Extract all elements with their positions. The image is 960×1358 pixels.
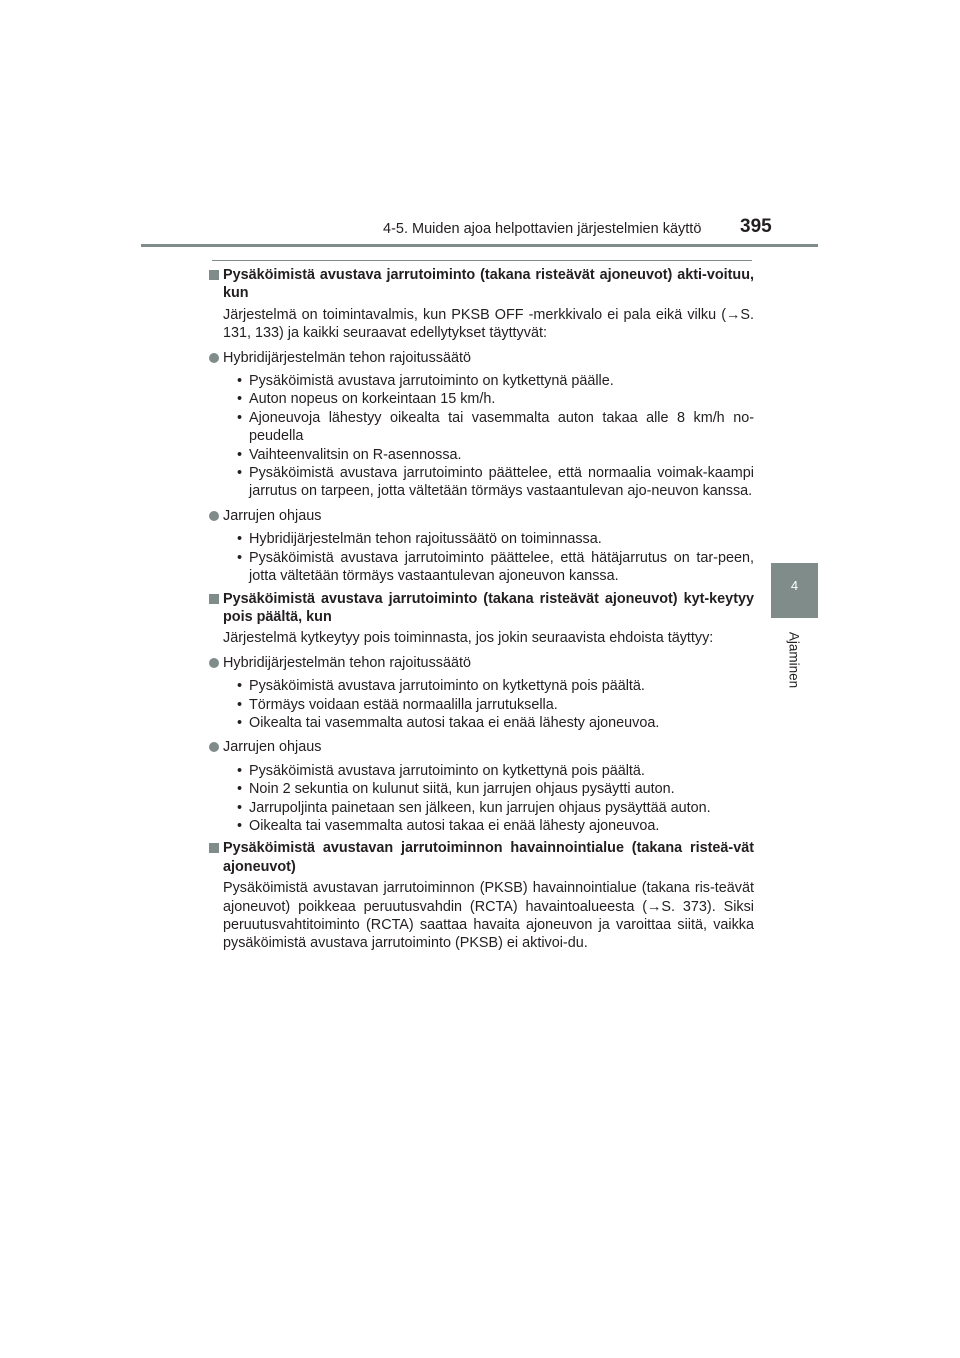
list-item: • Oikealta tai vasemmalta autosi takaa ei enää lähesty ajoneuvoa. [237, 817, 660, 834]
section-intro: Järjestelmä on toimintavalmis, kun PKSB OFF -merkkivalo ei pala eikä vilku (→S. 131, 133) ja kaikki seuraavat edellytykset täyttyvät: [223, 306, 754, 342]
list-item: • Pysäköimistä avustava jarrutoiminto päättelee, että normaalia voimak-kaampi jarrutus on tarpeen, jotta vältetään törmäys vastaantulevan ajo-neuvon kanssa. [237, 465, 754, 500]
group-heading [208, 738, 754, 756]
running-header-title: 4-5. Muiden ajoa helpottavien järjestelmien käyttö [383, 221, 702, 237]
list-item-text: Pysäköimistä avustava jarrutoiminto on kytkettynä pois päältä. [249, 678, 645, 695]
section-intro: Pysäköimistä avustavan jarrutoiminnon (PKSB) havainnointialue (takana ris-teävät ajoneuvot) poikkeaa peruutusvahdin (RCTA) havaintoalueesta (→S. 373). Siksi peruutusvahtitoiminto (RCTA) saattaa havaita ajoneuvon ja varoittaa siitä, vaikka pysäköimistä avustava jarrutoiminto (PKSB) ei aktivoi-du. [223, 880, 754, 952]
list-item: • Noin 2 sekuntia on kulunut siitä, kun jarrujen ohjaus pysäytti auton. [237, 781, 675, 798]
list-item-text: Pysäköimistä avustava jarrutoiminto on kytkettynä päälle. [249, 373, 614, 390]
circle-bullet-icon [209, 511, 219, 521]
group-title: Jarrujen ohjaus [223, 507, 322, 524]
page-number: 395 [740, 216, 772, 237]
list-item-text: Ajoneuvoja lähestyy oikealta tai vasemmalta auton takaa alle 8 km/h no-peudella [249, 409, 754, 445]
section-detection-area [208, 839, 754, 952]
group-title: Jarrujen ohjaus [223, 739, 322, 756]
condition-list [208, 762, 754, 836]
chapter-tab [771, 563, 818, 618]
list-item: • Auton nopeus on korkeintaan 15 km/h. [237, 391, 496, 408]
section-heading-text: Pysäköimistä avustava jarrutoiminto (takana risteävät ajoneuvot) kyt-keytyy pois päältä, kun [223, 590, 754, 625]
group-heading [208, 654, 754, 672]
chapter-label: Ajaminen [786, 631, 802, 689]
section-deactivation [208, 590, 754, 836]
square-bullet-icon [209, 270, 219, 280]
list-item: • Oikealta tai vasemmalta autosi takaa ei enää lähesty ajoneuvoa. [237, 714, 660, 731]
list-item: • Hybridijärjestelmän tehon rajoitussäätö on toiminnassa. [237, 531, 602, 548]
circle-bullet-icon [209, 742, 219, 752]
list-item-text: Törmäys voidaan estää normaalilla jarrutuksella. [249, 696, 558, 713]
list-item-text: Noin 2 sekuntia on kulunut siitä, kun jarrujen ohjaus pysäytti auton. [249, 781, 675, 798]
section-intro: Järjestelmä kytkeytyy pois toiminnasta, jos jokin seuraavista ehdoista täyttyy: [223, 630, 714, 647]
condition-list [208, 530, 754, 585]
group-heading [208, 349, 754, 367]
header-rule [141, 244, 818, 247]
section-heading [208, 590, 754, 627]
group-heading [208, 507, 754, 525]
list-item-text: Jarrupoljinta painetaan sen jälkeen, kun jarrujen ohjaus pysäyttää auton. [249, 799, 711, 816]
section-heading [208, 266, 754, 303]
condition-list [208, 372, 754, 501]
page-content [208, 266, 754, 953]
square-bullet-icon [209, 594, 219, 604]
section-rule [212, 260, 752, 261]
list-item-text: Oikealta tai vasemmalta autosi takaa ei enää lähesty ajoneuvoa. [249, 714, 660, 731]
list-item-text: Vaihteenvalitsin on R-asennossa. [249, 446, 462, 463]
list-item: • Pysäköimistä avustava jarrutoiminto päättelee, että hätäjarrutus on tar-peen, jotta vältetään törmäys vastaantulevan ajoneuvon kanssa. [237, 549, 754, 585]
list-item: • Pysäköimistä avustava jarrutoiminto on kytkettynä pois päältä. [237, 762, 645, 779]
condition-list [208, 677, 754, 732]
list-item-text: Oikealta tai vasemmalta autosi takaa ei enää lähesty ajoneuvoa. [249, 817, 660, 834]
list-item-text: Hybridijärjestelmän tehon rajoitussäätö on toiminnassa. [249, 531, 602, 548]
list-item-text: Pysäköimistä avustava jarrutoiminto päättelee, että hätäjarrutus on tar-peen, jotta vältetään törmäys vastaantulevan ajoneuvon kanssa. [249, 549, 754, 585]
list-item: • Pysäköimistä avustava jarrutoiminto on kytkettynä päälle. [237, 373, 614, 390]
group-title: Hybridijärjestelmän tehon rajoitussäätö [223, 654, 471, 671]
group-title: Hybridijärjestelmän tehon rajoitussäätö [223, 349, 471, 366]
list-item: • Törmäys voidaan estää normaalilla jarrutuksella. [237, 696, 558, 713]
list-item: • Jarrupoljinta painetaan sen jälkeen, kun jarrujen ohjaus pysäyttää auton. [237, 799, 711, 816]
list-item: • Ajoneuvoja lähestyy oikealta tai vasemmalta auton takaa alle 8 km/h no-peudella [237, 409, 754, 445]
square-bullet-icon [209, 843, 219, 853]
section-heading-text: Pysäköimistä avustava jarrutoiminto (takana risteävät ajoneuvot) akti-voituu, kun [223, 267, 754, 302]
list-item: • Pysäköimistä avustava jarrutoiminto on kytkettynä pois päältä. [237, 678, 645, 695]
list-item-text: Auton nopeus on korkeintaan 15 km/h. [249, 391, 496, 408]
chapter-number: 4 [790, 578, 799, 593]
section-heading-text: Pysäköimistä avustavan jarrutoiminnon havainnointialue (takana risteä-vät ajoneuvot) [223, 840, 754, 875]
circle-bullet-icon [209, 658, 219, 668]
section-activation [208, 266, 754, 586]
circle-bullet-icon [209, 353, 219, 363]
list-item: • Vaihteenvalitsin on R-asennossa. [237, 446, 462, 463]
list-item-text: Pysäköimistä avustava jarrutoiminto päättelee, että normaalia voimak-kaampi jarrutus on tarpeen, jotta vältetään törmäys vastaantulevan ajo-neuvon kanssa. [249, 465, 754, 500]
list-item-text: Pysäköimistä avustava jarrutoiminto on kytkettynä pois päältä. [249, 762, 645, 779]
section-heading [208, 839, 754, 876]
